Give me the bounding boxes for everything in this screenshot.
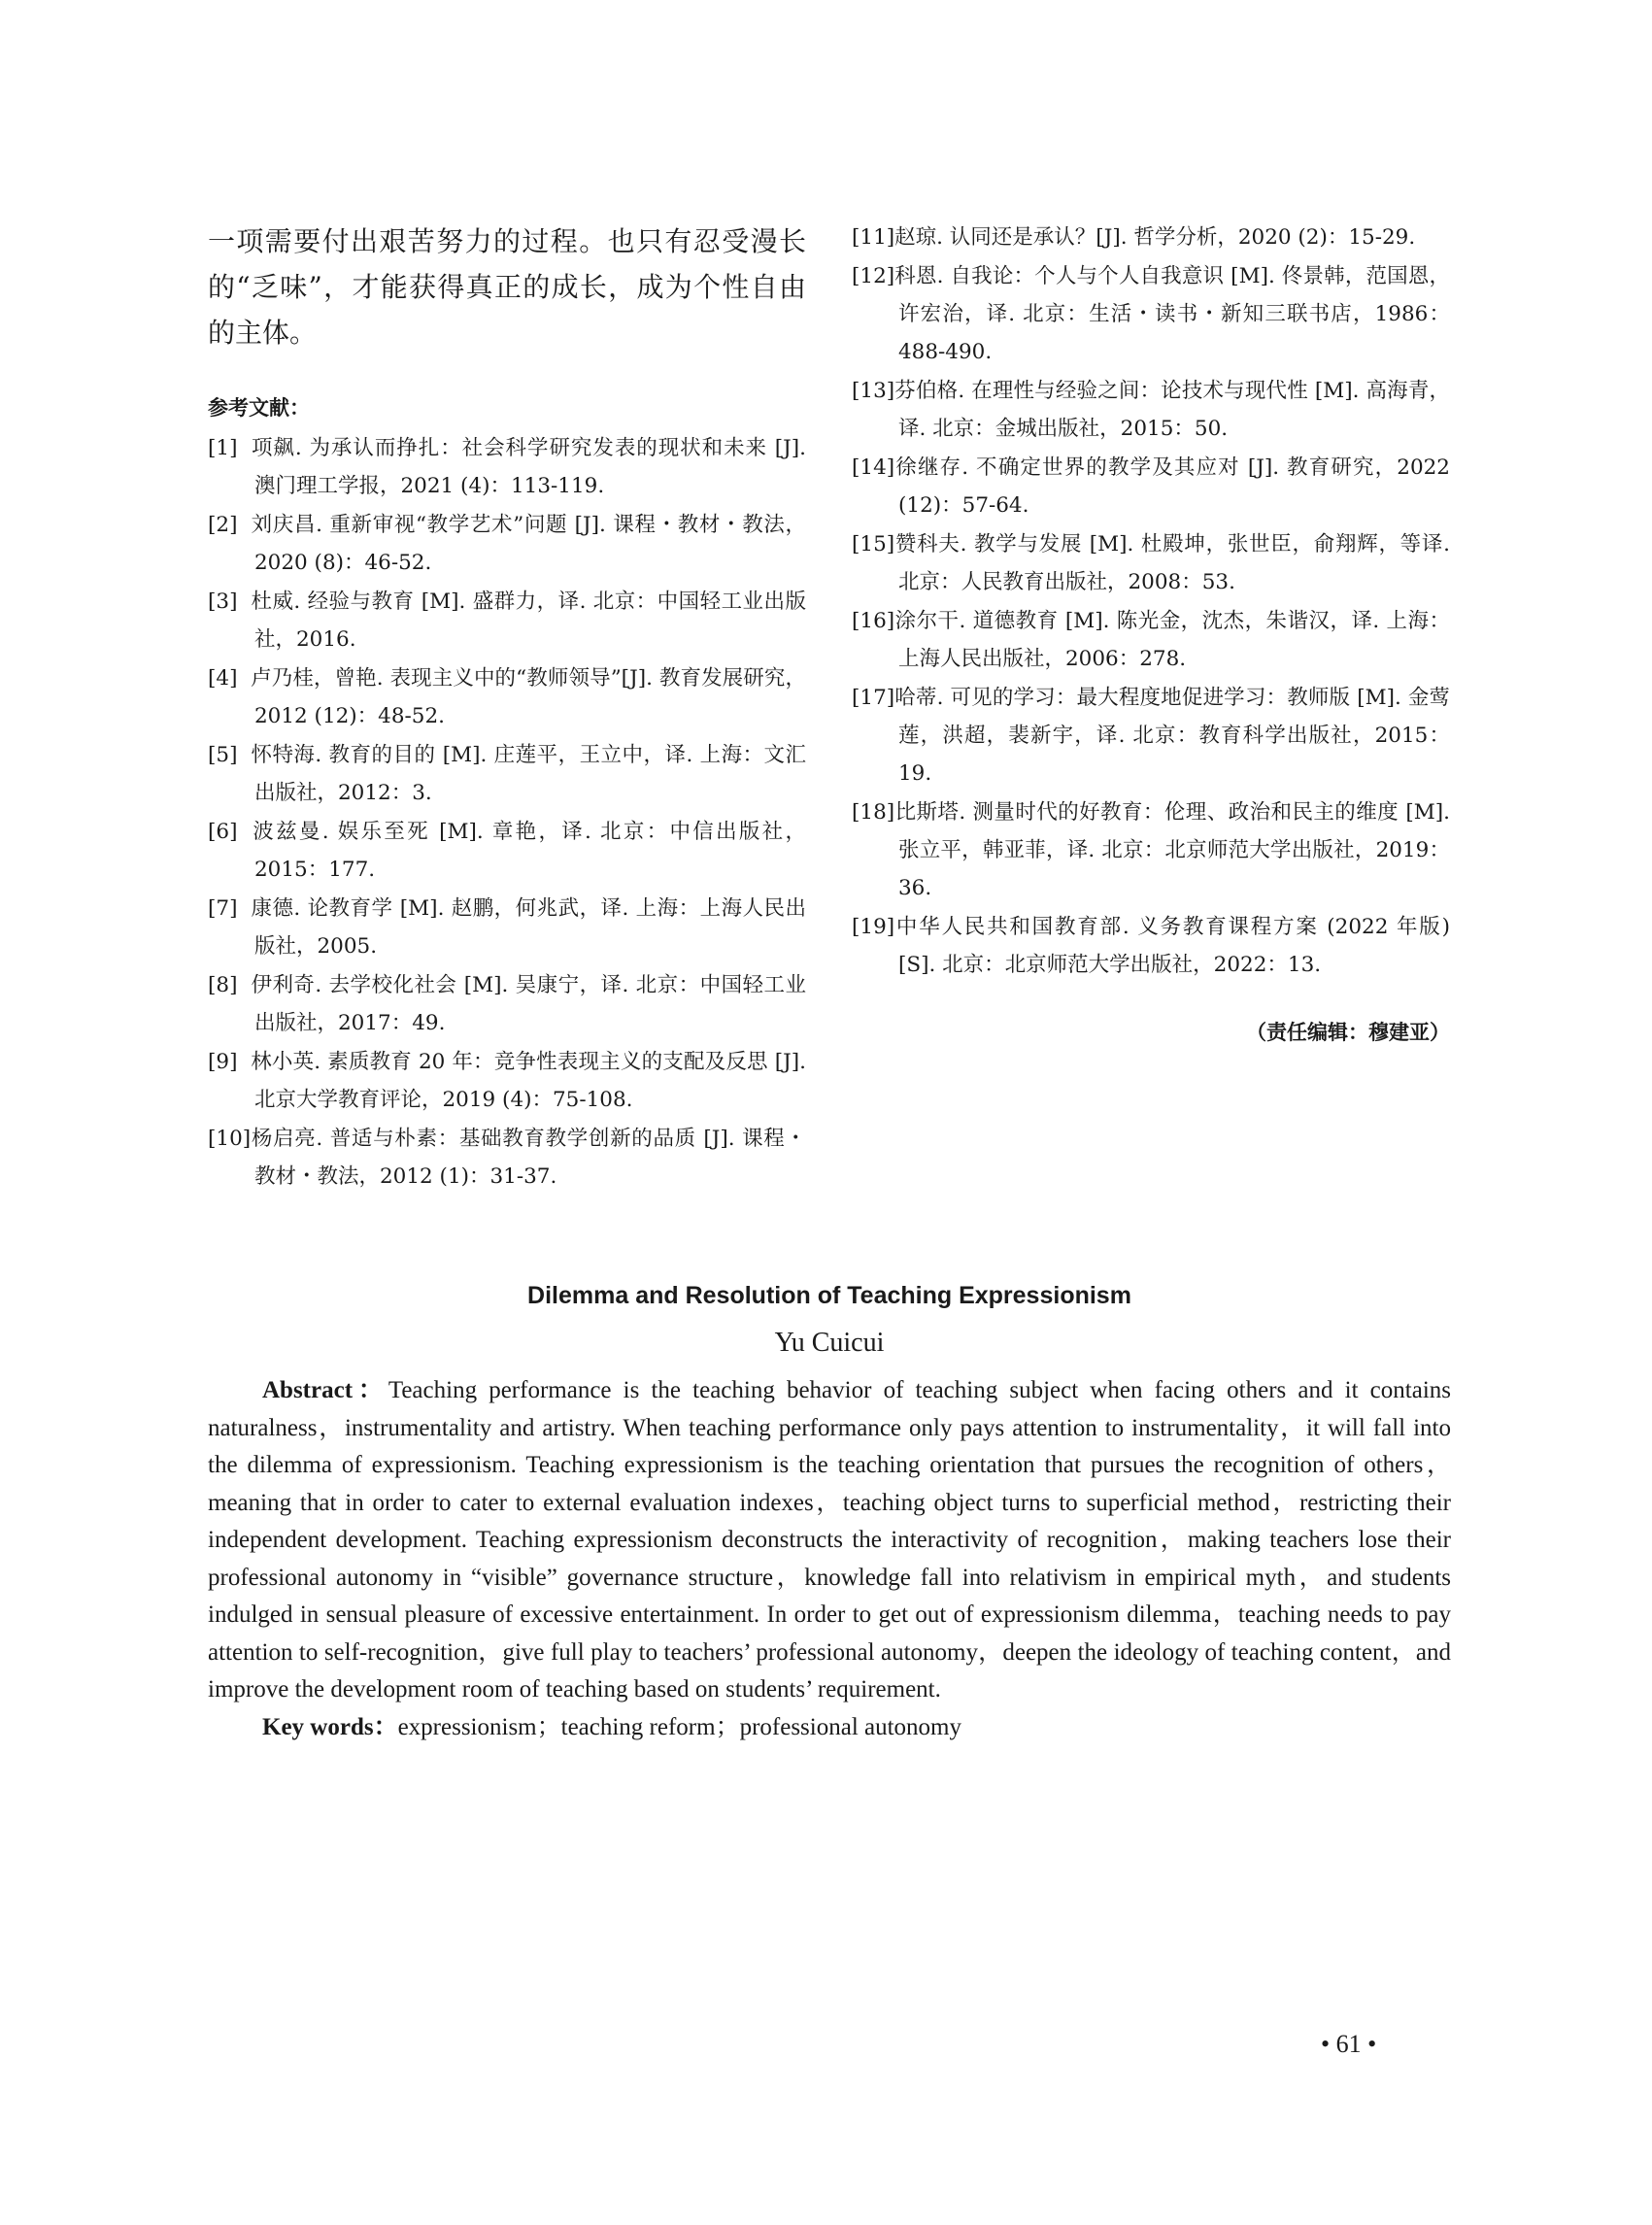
reference-item xyxy=(852,257,1450,371)
reference-text: 芬伯格. 在理性与经验之间：论技术与现代性 [M]. 高海青，译. 北京：金城出版社，2015：50. xyxy=(894,379,1450,441)
english-author: Yu Cuicui xyxy=(774,1328,885,1358)
reference-item xyxy=(852,219,1450,256)
reference-text: 怀特海. 教育的目的 [M]. 庄莲平，王立中，译. 上海：文汇出版社，2012：3. xyxy=(251,743,806,805)
reference-text: 杜威. 经验与教育 [M]. 盛群力，译. 北京：中国轻工业出版社，2016. xyxy=(251,590,806,652)
reference-text: 哈蒂. 可见的学习：最大程度地促进学习：教师版 [M]. 金莺莲，洪超，裴新宇，译. 北京：教育科学出版社，2015：19. xyxy=(894,686,1450,786)
right-column xyxy=(852,219,1450,1046)
reference-text: 杨启亮. 普适与朴素：基础教育教学创新的品质 [J]. 课程・教材・教法，2012 (1)：31-37. xyxy=(251,1127,806,1189)
reference-text: 刘庆昌. 重新审视“教学艺术”问题 [J]. 课程・教材・教法，2020 (8)：46-52. xyxy=(251,513,806,575)
references-list-right xyxy=(852,219,1450,984)
reference-number: [11] xyxy=(852,225,895,250)
reference-text: 赞科夫. 教学与发展 [M]. 杜殿坤，张世臣，俞翔辉，等译. 北京：人民教育出版社，2008：53. xyxy=(894,532,1450,594)
reference-text: 波兹曼. 娱乐至死 [M]. 章艳，译. 北京：中信出版社，2015：177. xyxy=(251,820,806,882)
reference-text: 科恩. 自我论：个人与个人自我意识 [M]. 佟景韩，范国恩，许宏治，译. 北京：生活・读书・新知三联书店，1986：488-490. xyxy=(894,264,1450,364)
references-heading: 参考文献： xyxy=(208,396,310,420)
reference-item xyxy=(208,429,806,505)
reference-number: [5] xyxy=(208,743,238,767)
page-number: • 61 • xyxy=(1321,2030,1377,2058)
reference-number: [19] xyxy=(852,915,895,939)
body-paragraph: 一项需要付出艰苦努力的过程。也只有忍受漫长的“乏味”，才能获得真正的成长，成为个性自由的主体。 xyxy=(208,225,806,349)
reference-number: [4] xyxy=(208,666,238,691)
reference-number: [12] xyxy=(852,264,895,288)
reference-text: 比斯塔. 测量时代的好教育：伦理、政治和民主的维度 [M]. 张立平，韩亚菲，译. 北京：北京师范大学出版社，2019：36. xyxy=(894,800,1450,900)
left-column xyxy=(208,219,806,1197)
reference-item xyxy=(852,793,1450,907)
reference-number: [6] xyxy=(208,820,238,844)
reference-item xyxy=(852,908,1450,984)
keywords-label: Key words： xyxy=(262,1713,398,1740)
reference-text: 徐继存. 不确定世界的教学及其应对 [J]. 教育研究，2022 (12)：57-64. xyxy=(894,455,1450,518)
english-abstract-section xyxy=(208,1282,1451,1746)
reference-item xyxy=(208,1043,806,1119)
reference-item xyxy=(852,679,1450,792)
abstract-text: Teaching performance is the teaching behavior of teaching subject when facing others and it contains naturalness，instrumentality and artistry. When teaching performance only pays attention to instrumentality，it will fall into the dilemma of expressionism. Teaching expressionism is the teaching orientation that pursues the recognition of others，meaning that in order to cater to external evaluation indexes，teaching object turns to superficial method，restricting their independent development. Teaching expressionism deconstructs the interactivity of recognition，making teachers lose their professional autonomy in “visible” governance structure，knowledge fall into relativism in empirical myth，and students indulged in sensual pleasure of excessive entertainment. In order to get out of expressionism dilemma，teaching needs to pay attention to self-recognition，give full play to teachers’ professional autonomy，deepen the ideology of teaching content，and improve the development room of teaching based on students’ requirement. xyxy=(208,1377,1451,1702)
reference-text: 林小英. 素质教育 20 年：竞争性表现主义的支配及反思 [J]. 北京大学教育评论，2019 (4)：75-108. xyxy=(251,1050,806,1112)
reference-number: [8] xyxy=(208,973,238,997)
reference-number: [9] xyxy=(208,1050,238,1074)
reference-number: [10] xyxy=(208,1127,252,1151)
reference-item xyxy=(208,966,806,1042)
reference-item xyxy=(208,736,806,812)
reference-number: [15] xyxy=(852,532,895,556)
reference-text: 项飙. 为承认而挣扎：社会科学研究发表的现状和未来 [J]. 澳门理工学报，2021 (4)：113-119. xyxy=(251,436,806,498)
english-title: Dilemma and Resolution of Teaching Expressionism xyxy=(527,1282,1131,1309)
editor-note: （责任编辑：穆建亚） xyxy=(1246,1021,1450,1044)
abstract-label: Abstract： xyxy=(262,1377,388,1403)
reference-item xyxy=(208,583,806,658)
english-keywords xyxy=(208,1709,1451,1747)
references-list-left xyxy=(208,429,806,1196)
reference-number: [18] xyxy=(852,800,895,825)
reference-item xyxy=(208,506,806,582)
reference-number: [13] xyxy=(852,379,895,403)
reference-number: [17] xyxy=(852,686,895,710)
reference-text: 涂尔干. 道德教育 [M]. 陈光金，沈杰，朱谐汉，译. 上海：上海人民出版社，2006：278. xyxy=(894,609,1450,671)
reference-number: [7] xyxy=(208,896,238,921)
reference-item xyxy=(208,813,806,889)
keywords-text: expressionism；teaching reform；professional autonomy xyxy=(397,1713,961,1740)
reference-item xyxy=(208,659,806,735)
reference-text: 赵琼. 认同还是承认？[J]. 哲学分析，2020 (2)：15-29. xyxy=(894,225,1416,250)
reference-number: [1] xyxy=(208,436,238,460)
reference-text: 康德. 论教育学 [M]. 赵鹏，何兆武，译. 上海：上海人民出版社，2005. xyxy=(251,896,806,959)
english-abstract xyxy=(208,1372,1451,1709)
reference-number: [2] xyxy=(208,513,238,537)
reference-item xyxy=(852,372,1450,448)
reference-number: [14] xyxy=(852,455,895,480)
reference-number: [16] xyxy=(852,609,895,633)
reference-item xyxy=(852,449,1450,524)
reference-item xyxy=(208,890,806,965)
reference-item xyxy=(852,602,1450,678)
reference-text: 伊利奇. 去学校化社会 [M]. 吴康宁，译. 北京：中国轻工业出版社，2017：49. xyxy=(251,973,806,1035)
reference-item xyxy=(852,525,1450,601)
reference-item xyxy=(208,1120,806,1196)
reference-text: 卢乃桂，曾艳. 表现主义中的“教师领导”[J]. 教育发展研究，2012 (12)：48-52. xyxy=(251,666,806,728)
reference-text: 中华人民共和国教育部. 义务教育课程方案 (2022 年版) [S]. 北京：北京师范大学出版社，2022：13. xyxy=(894,915,1450,977)
reference-number: [3] xyxy=(208,590,238,614)
